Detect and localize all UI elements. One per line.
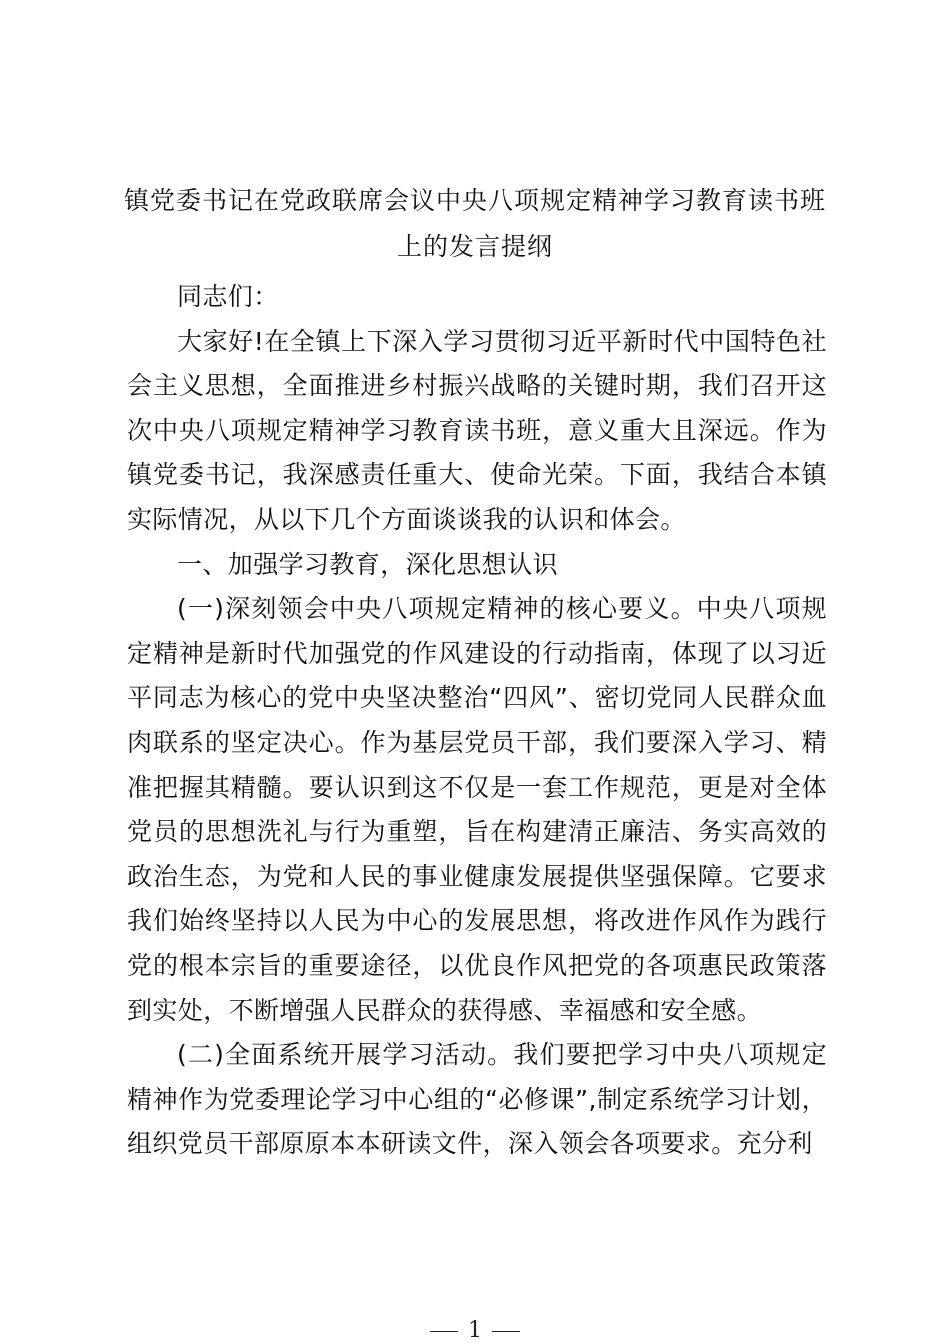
page-number: 1 xyxy=(468,1318,482,1343)
paragraph-1-1: (一)深刻领会中央八项规定精神的核心要义。中央八项规定精神是新时代加强党的作风建设的行动指南，体现了以习近平同志为核心的党中央坚决整治“四风”、密切党同人民群众血肉联系的坚定决心。作为基层党员干部，我们要深入学习、精准把握其精髓。要认识到这不仅是一套工作规范，更是对全体党员的思想洗礼与行为重塑，旨在构建清正廉洁、务实高效的政治生态，为党和人民的事业健康发展提供坚强保障。它要求我们始终坚持以人民为中心的发展思想，将改进作风作为践行党的根本宗旨的重要途径，以优良作风把党的各项惠民政策落到实处，不断增强人民群众的获得感、幸福感和安全感。 xyxy=(127,594,827,1025)
paragraph-intro: 大家好!在全镇上下深入学习贯彻习近平新时代中国特色社会主义思想，全面推进乡村振兴战略的关键时期，我们召开这次中央八项规定精神学习教育读书班，意义重大且深远。作为镇党委书记，我深感责任重大、使命光荣。下面，我结合本镇实际情况，从以下几个方面谈谈我的认识和体会。 xyxy=(127,326,827,534)
paragraph-1-2: (二)全面系统开展学习活动。我们要把学习中央八项规定精神作为党委理论学习中心组的“必修课”,制定系统学习计划，组织党员干部原原本本研读文件，深入领会各项要求。充分利 xyxy=(127,1040,827,1159)
section-heading-1: 一、加强学习教育，深化思想认识 xyxy=(177,549,559,579)
page-footer xyxy=(0,1318,950,1344)
footer-dash-left xyxy=(430,1331,458,1332)
document-title-line2: 上的发言提纲 xyxy=(396,232,553,261)
salutation: 同志们： xyxy=(177,282,279,311)
document-title-line1: 镇党委书记在党政联席会议中央八项规定精神学习教育读书班 xyxy=(123,186,826,215)
document-body xyxy=(127,275,827,1167)
footer-dash-right xyxy=(492,1331,520,1332)
